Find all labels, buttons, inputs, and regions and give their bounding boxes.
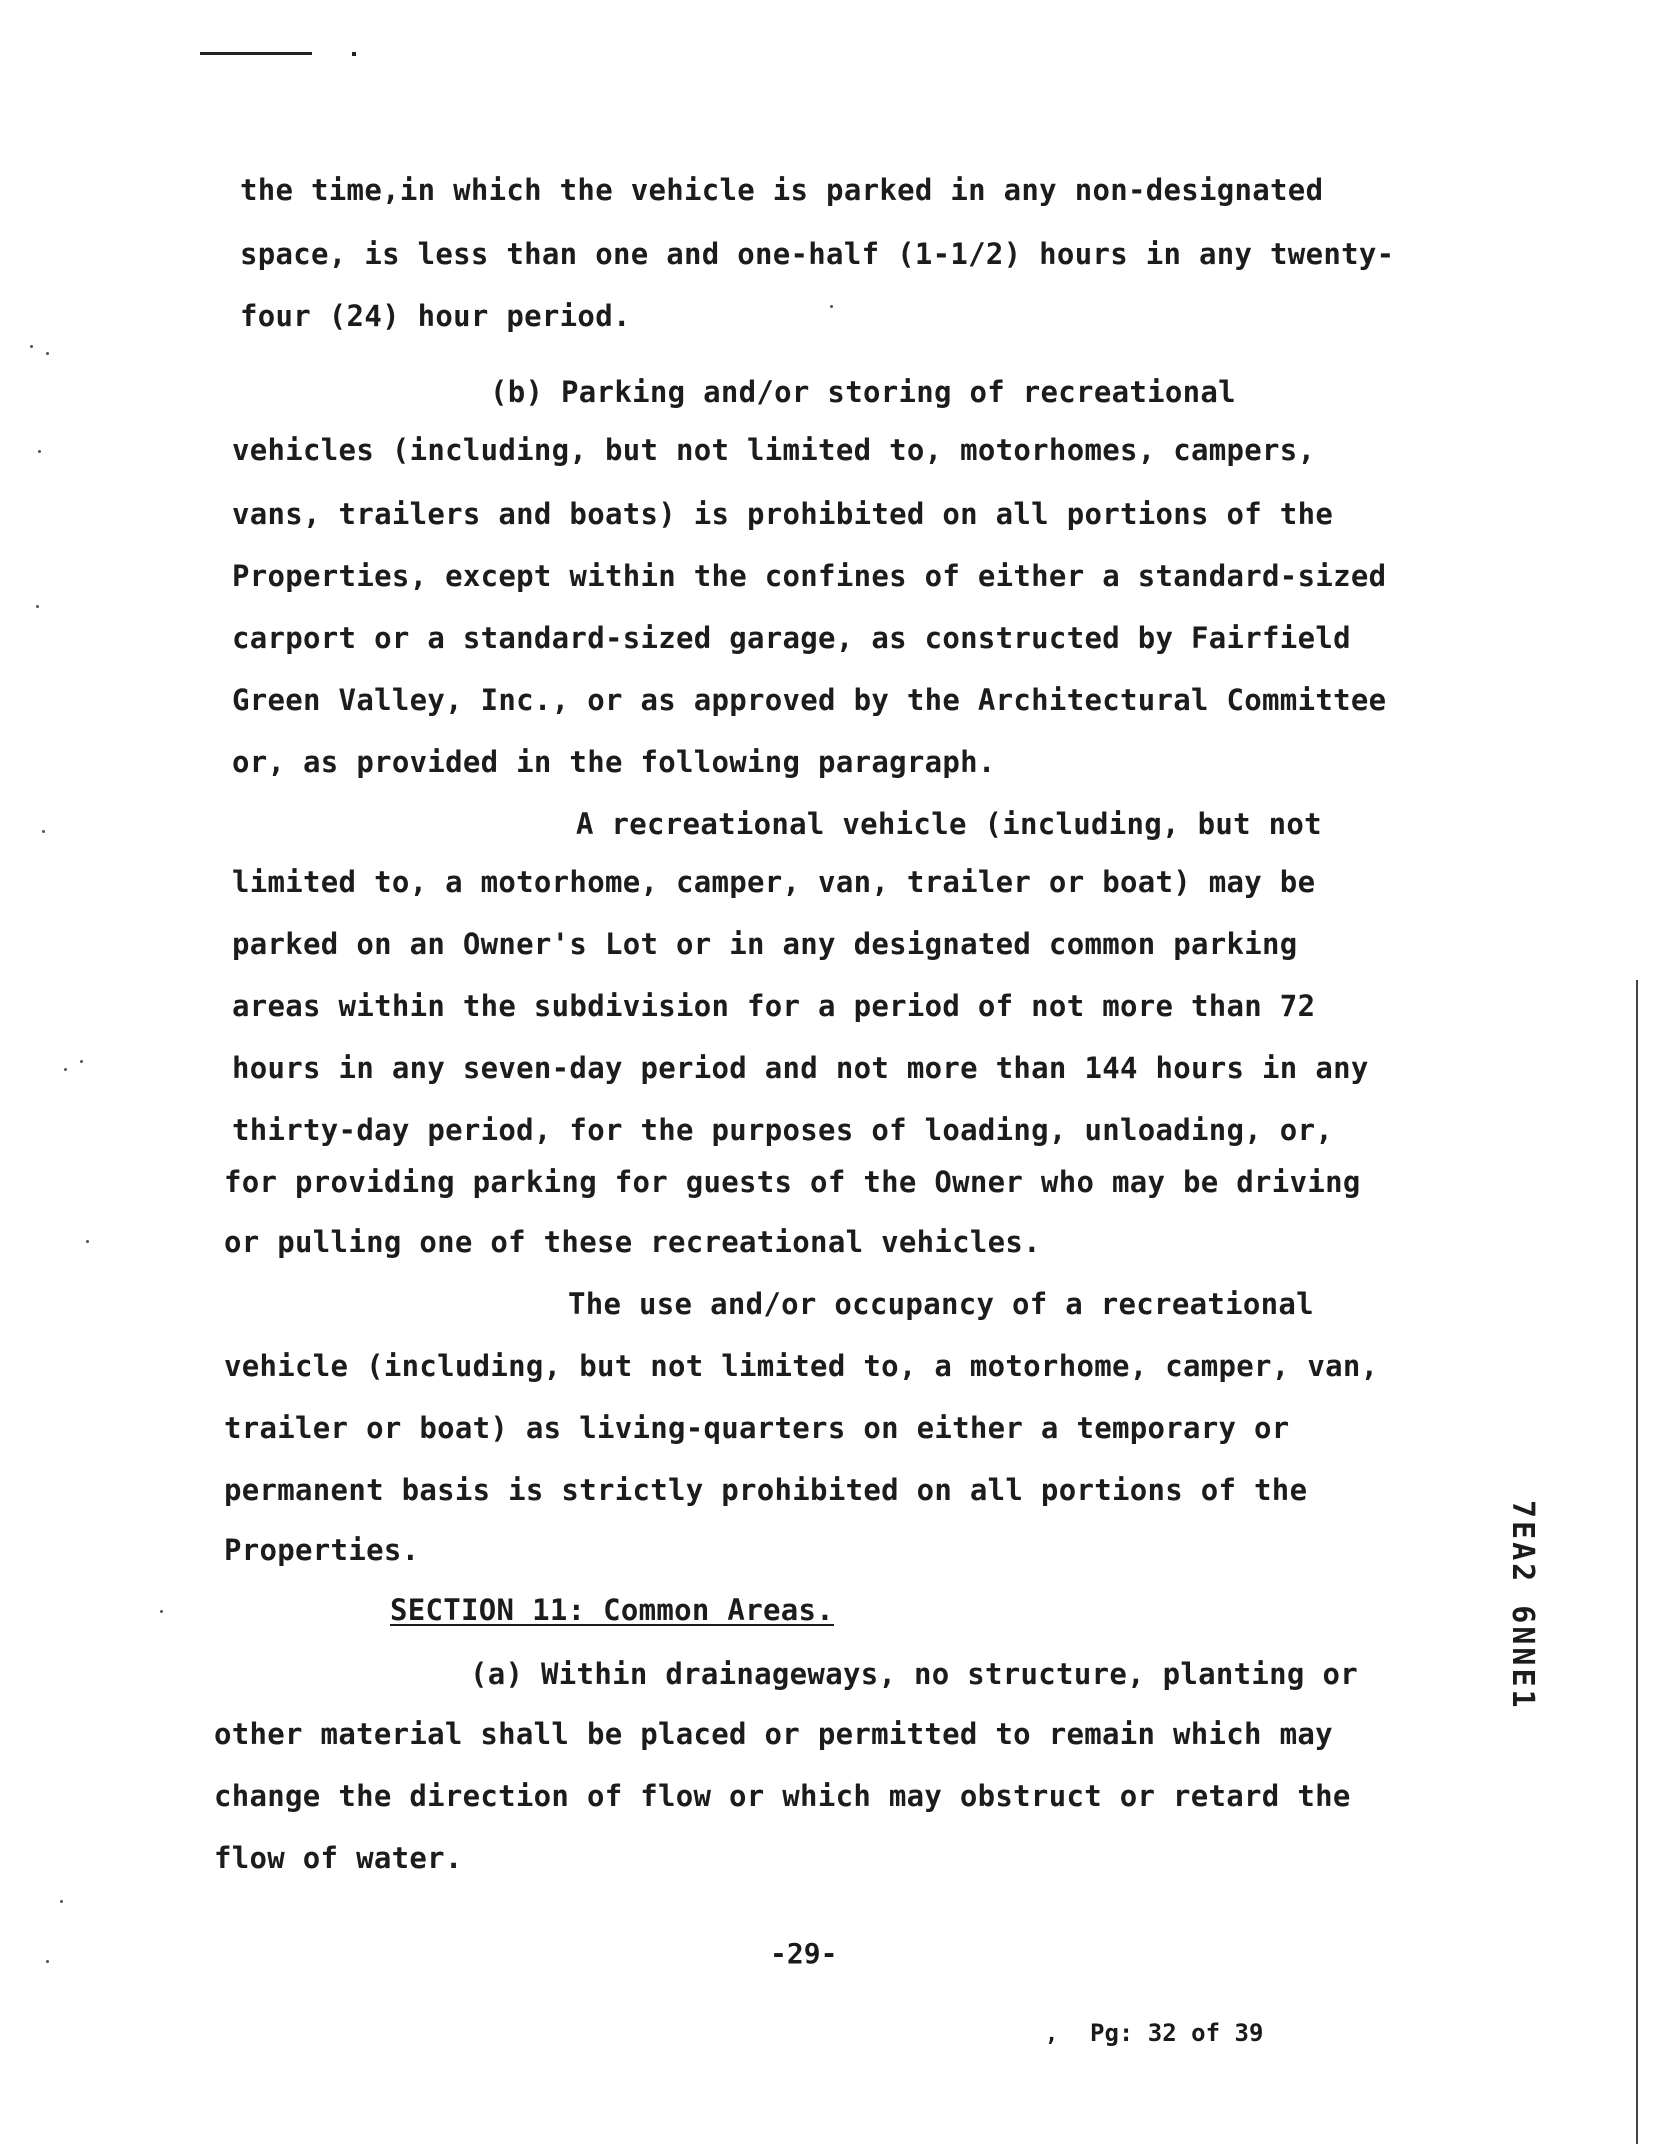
- page-edge-line: [1636, 980, 1638, 2144]
- body-line-9: Green Valley, Inc., or as approved by the Architectural Committee: [232, 683, 1387, 717]
- footer-page-count: Pg: 32 of 39: [1090, 2019, 1264, 2047]
- scan-mark: [46, 352, 49, 355]
- page-number: -29-: [770, 1937, 838, 1970]
- body-line-28: flow of water.: [214, 1841, 463, 1875]
- body-line-25: (a) Within drainageways, no structure, planting or: [470, 1657, 1358, 1691]
- body-line-12: limited to, a motorhome, camper, van, trailer or boat) may be: [232, 865, 1316, 899]
- body-line-8: carport or a standard-sized garage, as constructed by Fairfield: [232, 621, 1351, 655]
- body-line-23: Properties.: [224, 1533, 420, 1567]
- top-rule: [200, 52, 312, 55]
- body-line-5: vehicles (including, but not limited to, motorhomes, campers,: [232, 433, 1316, 467]
- body-line-3: four (24) hour period.: [240, 299, 631, 333]
- scan-mark: [830, 305, 833, 308]
- scan-mark: [86, 1240, 89, 1243]
- body-line-27: change the direction of flow or which may obstruct or retard the: [214, 1779, 1351, 1813]
- scan-mark: [160, 1610, 163, 1613]
- scan-mark: [42, 830, 45, 833]
- body-line-16: thirty-day period, for the purposes of loading, unloading, or,: [232, 1113, 1334, 1147]
- scan-mark: [80, 1060, 83, 1063]
- body-line-14: areas within the subdivision for a period of not more than 72: [232, 989, 1316, 1023]
- body-line-18: or pulling one of these recreational vehicles.: [224, 1225, 1041, 1259]
- body-line-21: trailer or boat) as living-quarters on either a temporary or: [224, 1411, 1290, 1445]
- body-line-6: vans, trailers and boats) is prohibited on all portions of the: [232, 497, 1334, 531]
- body-line-4: (b) Parking and/or storing of recreational: [490, 375, 1236, 409]
- section-heading: SECTION 11: Common Areas.: [390, 1593, 834, 1627]
- side-stamp: [1492, 1500, 1552, 1830]
- body-line-26: other material shall be placed or permitted to remain which may: [214, 1717, 1333, 1751]
- footer-tick: ,: [1045, 2022, 1059, 2047]
- body-line-20: vehicle (including, but not limited to, a motorhome, camper, van,: [224, 1349, 1379, 1383]
- body-line-11: A recreational vehicle (including, but not: [576, 807, 1322, 841]
- scan-mark: [38, 450, 41, 453]
- body-line-7: Properties, except within the confines of either a standard-sized: [232, 559, 1387, 593]
- scan-mark: [60, 1900, 63, 1903]
- body-line-2: space, is less than one and one-half (1-1/2) hours in any twenty-: [240, 237, 1395, 271]
- body-line-19: The use and/or occupancy of a recreational: [568, 1287, 1314, 1321]
- scan-mark: [46, 1960, 49, 1963]
- body-line-13: parked on an Owner's Lot or in any designated common parking: [232, 927, 1298, 961]
- side-stamp-text: 7EA2 6NNE1: [1505, 1500, 1540, 1711]
- body-line-17: for providing parking for guests of the Owner who may be driving: [224, 1165, 1361, 1199]
- scan-mark: [30, 345, 33, 348]
- body-line-22: permanent basis is strictly prohibited on all portions of the: [224, 1473, 1308, 1507]
- body-line-1: the time,in which the vehicle is parked in any non-designated: [240, 173, 1324, 207]
- scan-mark: [64, 1068, 67, 1071]
- body-line-15: hours in any seven-day period and not more than 144 hours in any: [232, 1051, 1369, 1085]
- body-line-10: or, as provided in the following paragraph.: [232, 745, 996, 779]
- scan-mark: [36, 605, 39, 608]
- top-dot: [352, 52, 356, 56]
